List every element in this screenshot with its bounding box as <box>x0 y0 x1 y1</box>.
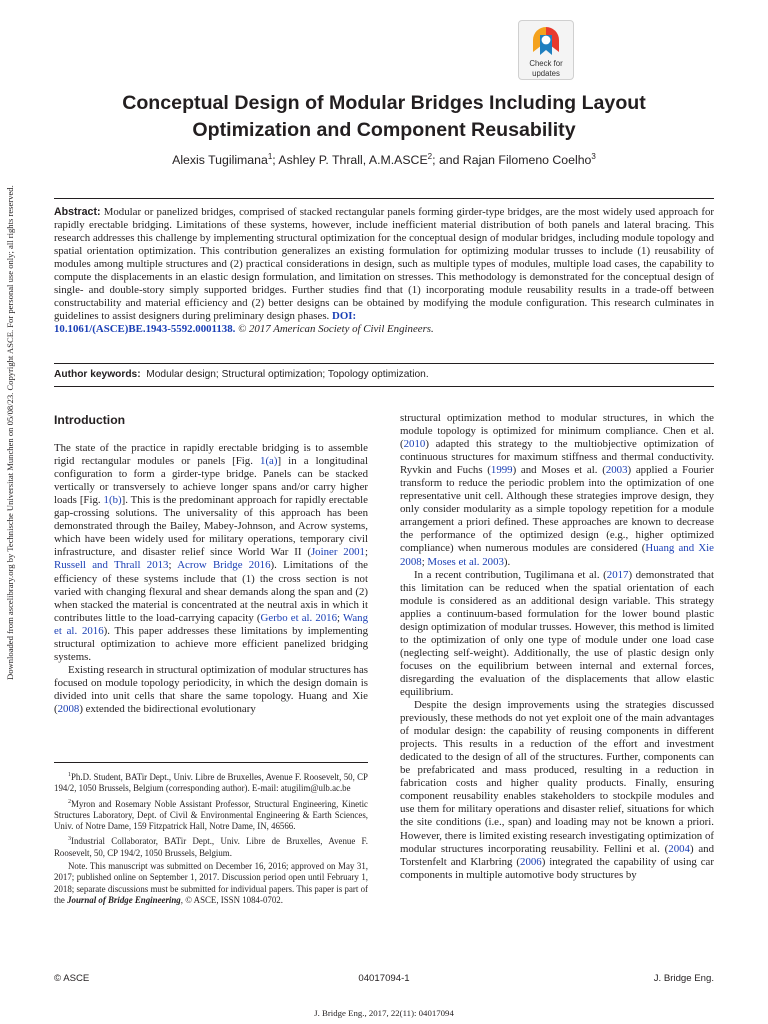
author-1: Alexis Tugilimana <box>172 153 268 168</box>
check-for-updates-badge[interactable] <box>518 20 574 80</box>
body-text: Existing research in structural optimization of modular structures has focused on module topology periodicity, in which the design domain is divided into unit cells that share the same topology. Huang and Xie ( <box>54 663 368 715</box>
body-text: ; <box>337 611 343 624</box>
right-paragraph-2 <box>400 569 714 699</box>
author-list <box>54 152 714 167</box>
footer-page-id: 04017094-1 <box>358 973 410 984</box>
citation-link[interactable]: 2017 <box>606 568 629 581</box>
citation-link[interactable]: Moses et al. 2003 <box>427 555 504 568</box>
doi-label: DOI: <box>332 310 357 322</box>
citation-link[interactable]: 2004 <box>668 842 690 855</box>
body-text: ) and Torstenfelt and Klarbring ( <box>400 842 715 868</box>
abstract <box>54 206 714 336</box>
citation-link[interactable]: Joiner 2001 <box>310 546 365 559</box>
download-sidebar-note: Downloaded from ascelibrary.org by Technische Universitat Munchen on 05/08/23. Copyright ASCE. For personal use only; all rights reserved. <box>5 185 15 680</box>
footnote-rule <box>54 762 368 763</box>
abstract-text: Modular or panelized bridges, comprised of stacked rectangular panels forming girder-type bridges, are the most widely used approach for rapidly erectable bridging. Limitations of these systems, however, include inefficient material distribution of both panels and lateral bracing. This research addresses this challenge by implementing structural optimization for the conceptual design of modular bridges, including module topology and spatial orientation optimization. This contribution generalizes an existing formulation for optimizing modular trusses to include (1) reusability of modules among multiple structures and (2) practical considerations in design, such as multiple types of modules, multiple load cases, the capability to compute the displacements in an elastic design formulation, and limitation on stresses. This methodology is demonstrated for the conceptual design of single- and double-story simply supported bridges. Further studies find that (1) incorporating module reusability results in a trade-off between constructability and material efficiency and (2) better designs can be obtained by modifying the module configuration. This research culminates in guidelines to assist designers during preliminary design phases. <box>54 206 715 322</box>
citation-link[interactable]: Acrow Bridge 2016 <box>177 559 271 572</box>
section-heading-introduction: Introduction <box>54 413 126 427</box>
author-1-affil: 1 <box>267 152 273 161</box>
body-text: ). This paper addresses these limitations by implementing structural optimization to achieve more efficient panelized bridging systems. <box>54 624 368 663</box>
left-column <box>54 412 368 716</box>
footnote-1-text: Ph.D. Student, BATir Dept., Univ. Libre de Bruxelles, Avenue F. Roosevelt, 50, CP 194/2, 1050 Brussels, Belgium (corresponding author). E-mail: atugilim@ulb.ac.be <box>54 771 368 794</box>
body-text: ]. This is the predominant approach for rapidly erectable gap-crossing solutions. The universality of this approach has been demonstrated through the Bailey, Mabey-Johnson, and Acrow systems, which have been widely used for military operations, temporary civil infrastructure, and disaster relief since World War II ( <box>54 494 368 559</box>
body-text: The state of the practice in rapidly erectable bridging is to assemble rigid rectangular modules or panels [Fig. <box>54 442 368 468</box>
citation-link[interactable]: 2010 <box>403 438 426 451</box>
citation-link[interactable]: 2008 <box>57 702 80 715</box>
citation-link[interactable]: 1999 <box>490 464 513 477</box>
right-column <box>400 412 714 882</box>
citation-link[interactable]: 2006 <box>520 855 542 868</box>
author-separator: ; and <box>432 153 463 168</box>
body-text: ) applied a Fourier transform to reduce the periodic problem into the optimization of one representative unit cell. Although these strategies improve design, they only consider modularity as a simple topology repetition for a module arrangement a priori defined. These approaches are known to decrease the performance of the optimized design (e.g., higher optimized compliance) when numerous modules are considered ( <box>400 464 714 555</box>
citation-link[interactable]: Russell and Thrall 2013 <box>54 559 169 572</box>
author-keywords <box>54 369 714 380</box>
footnote-2-marker: 2 <box>68 798 71 805</box>
body-text: ) extended the bidirectional evolutionary <box>79 702 256 715</box>
title-line-1: Conceptual Design of Modular Bridges Including Layout <box>122 92 646 114</box>
abstract-label: Abstract: <box>54 206 101 218</box>
footnote-3 <box>54 834 368 859</box>
keywords-text: Modular design; Structural optimization; Topology optimization. <box>146 369 429 380</box>
citation-link[interactable]: 1(b) <box>103 494 122 507</box>
abstract-copyright: © 2017 American Society of Civil Engineers. <box>238 323 434 335</box>
citation-link[interactable]: Huang and Xie 2008 <box>400 542 714 568</box>
title-line-2: Optimization and Component Reusability <box>192 119 576 141</box>
author-separator: ; <box>272 153 279 168</box>
keywords-label: Author keywords: <box>54 369 141 380</box>
footnote-1 <box>54 770 368 795</box>
submission-note-text: Note. This manuscript was submitted on December 16, 2016; approved on May 31, 2017; published online on September 1, 2017. Discussion period open until February 1, 2018; separate discussions must be submitted for individual papers. This paper is part of the <box>54 860 368 905</box>
footnote-2 <box>54 797 368 833</box>
body-text: ) and Moses et al. ( <box>512 464 606 477</box>
author-3: Rajan Filomeno Coelho <box>462 153 592 168</box>
footnote-3-text: Industrial Collaborator, BATir Dept., Univ. Libre de Bruxelles, Avenue F. Roosevelt, 50, CP 194/2, 1050 Brussels, Belgium. <box>54 836 368 858</box>
submission-note <box>54 861 368 906</box>
paper-title <box>54 90 714 144</box>
author-2-affil: 2 <box>427 152 433 161</box>
body-text: ) integrated the capability of using car components in multiple automotive body structures by <box>400 855 714 881</box>
abstract-top-rule <box>54 198 714 199</box>
body-text: ] in a longitudinal configuration to form a girder-type bridge. Panels can be stacked vertically or transversely to achieve longer spans and/or carry higher loads [Fig. <box>54 455 368 507</box>
footnote-1-marker: 1 <box>68 772 71 778</box>
journal-name: Journal of Bridge Engineering <box>67 894 181 905</box>
citation-link[interactable]: 2003 <box>605 464 628 477</box>
badge-label-line1: Check for <box>529 59 563 68</box>
citation-link[interactable]: 1(a) <box>260 455 278 468</box>
badge-label-line2: updates <box>532 68 560 78</box>
author-3-affil: 3 <box>591 152 596 161</box>
body-text: ) demonstrated that this limitation can be reduced when the spatial orientation of each module is considered as an additional design variable. This strategy applies a continuum-based formulation for the lower bound plastic design optimization of modular trusses. However, this method is limited to the optimization of only one type of module under one load case (neglecting self-weight). Additionally, the use of plastic design only focuses on the equilibrium between internal and external forces, disregarding the evaluation of the displacements that allow elastic equilibrium. <box>400 568 714 698</box>
footnote-3-marker: 3 <box>68 836 71 843</box>
body-text: Despite the design improvements using the strategies discussed previously, these methods do not yet exploit one of the main advantages of modular design: the capability of reusing components in different projects. This results in a reduction of the effort and investment dedicated to the design of all of the structures. Further, components can be prefabricated and mass produced, resulting in a reduction in fabrication costs and higher quality products. Finally, ensuring component reusability enables stakeholders to stockpile modules and use them for military operations and disaster relief, situations for which the site conditions (i.e., span) and loading may not be known a priori. However, there is limited existing research investigating optimization of modular structures incorporating reusability. Fellini et al. ( <box>400 699 714 855</box>
body-text: ; <box>168 559 178 572</box>
body-text: ). <box>503 555 511 568</box>
check-for-updates-icon <box>531 25 561 59</box>
footnotes <box>54 770 368 908</box>
body-text: In a recent contribution, Tugilimana et al. ( <box>414 568 607 581</box>
footer-publisher: © ASCE <box>54 973 90 984</box>
right-paragraph-1 <box>400 412 714 569</box>
keywords-top-rule <box>54 363 714 364</box>
doi-link[interactable]: 10.1061/(ASCE)BE.1943-5592.0001138. <box>54 323 236 335</box>
author-2: Ashley P. Thrall, A.M.ASCE <box>278 153 428 168</box>
citation-link[interactable]: Wang et al. 2016 <box>54 611 368 637</box>
footnote-2-text: Myron and Rosemary Noble Assistant Professor, Structural Engineering, Kinetic Structures Laboratory, Dept. of Civil & Environmental Engineering & Earth Sciences, Univ. of Notre Dame, 159 Fitzpatrick Hall, Notre Dame, IN, 46566. <box>54 798 368 832</box>
body-text: structural optimization method to modular structures, in which the module topology is optimized for minimum compliance. Chen et al. ( <box>400 412 714 451</box>
body-text: ; <box>421 555 428 568</box>
citation-line: J. Bridge Eng., 2017, 22(11): 04017094 <box>314 1008 454 1018</box>
body-text: ; <box>364 546 368 559</box>
body-text: ) adapted this strategy to the multiobjective optimization of continuous structures for maximum stiffness and thermal conductivity. Ryvkin and Fuchs ( <box>400 438 714 477</box>
citation-link[interactable]: Gerbo et al. 2016 <box>260 611 338 624</box>
body-text: ). Limitations of the efficiency of these systems include that (1) the cross section is not varied with changing flexural and shear demands along the span and (2) when stacked the material is concentrated at the neutral axis in which it contributes little to the load-carrying capacity ( <box>54 559 368 624</box>
intro-paragraph-2 <box>54 664 368 716</box>
intro-paragraph-1 <box>54 442 368 664</box>
issn-text: , © ASCE, ISSN 1084-0702. <box>180 894 283 905</box>
right-paragraph-3 <box>400 699 714 882</box>
keywords-bottom-rule <box>54 386 714 387</box>
footer-journal: J. Bridge Eng. <box>653 973 714 984</box>
